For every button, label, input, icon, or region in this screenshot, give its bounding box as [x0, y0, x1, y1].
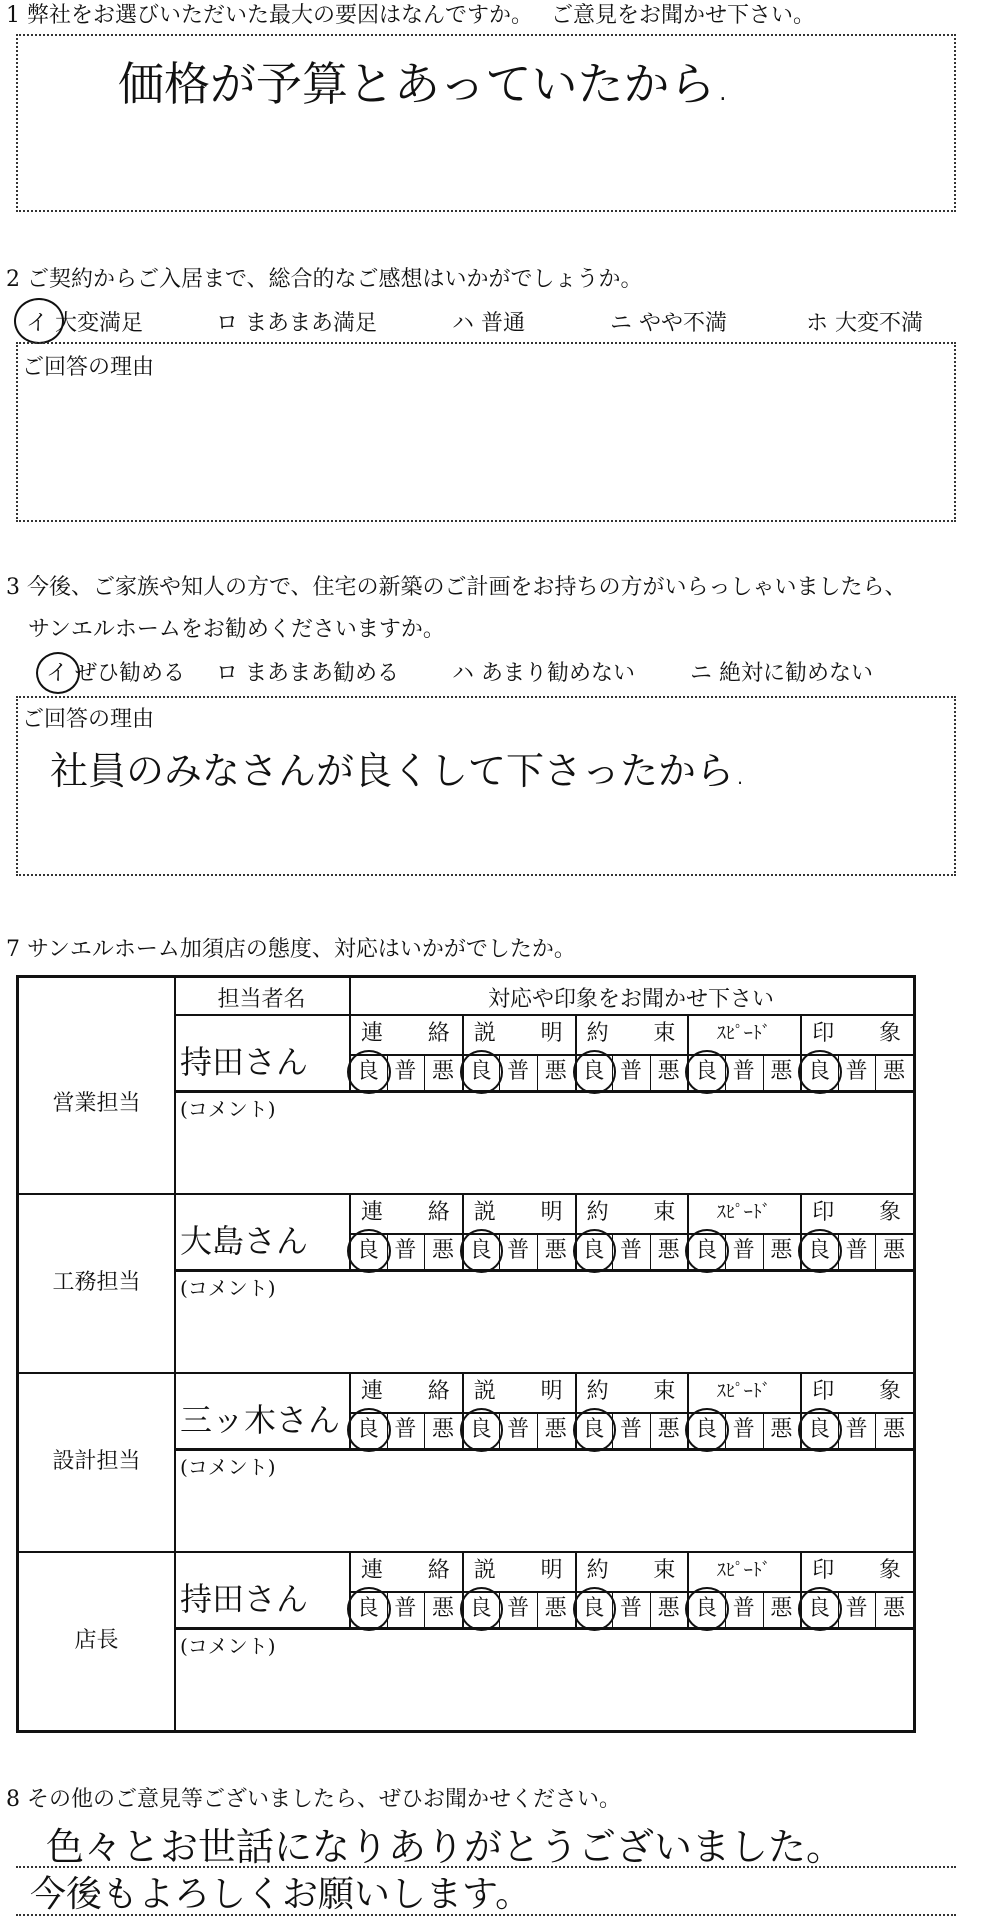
q2-option-5[interactable]: ホ 大変不満	[806, 311, 923, 336]
q8-answer-line2: 今後もよろしくお願いします。	[30, 1874, 532, 1915]
criterion-label: ｽﾋﾟｰﾄﾞ	[716, 1560, 771, 1581]
grades-bottom-rule	[174, 1448, 913, 1451]
grade-option-良[interactable]: 良	[356, 1059, 379, 1084]
grade-selected-circle	[347, 1587, 391, 1631]
grade-option-悪[interactable]: 悪	[544, 1238, 567, 1263]
grade-option-良[interactable]: 良	[469, 1596, 492, 1621]
q3-option-4[interactable]: ニ 絶対に勧めない	[690, 661, 873, 686]
criterion-char-a: 印	[812, 1021, 835, 1046]
q7-title: 7 サンエルホーム加須店の態度、対応はいかがでしたか。	[6, 937, 576, 962]
grade-option-良[interactable]: 良	[469, 1417, 492, 1442]
header-divider	[349, 978, 351, 1014]
grade-selected-circle	[685, 1587, 729, 1631]
grade-option-悪[interactable]: 悪	[431, 1238, 454, 1263]
q8-title: 8 その他のご意見等ございましたら、ぜひお聞かせください。	[6, 1787, 621, 1812]
criterion-char-a: 連	[361, 1021, 384, 1046]
q1-answer-text: 価格が予算とあっていたから.	[118, 57, 731, 111]
grade-option-良[interactable]: 良	[695, 1417, 718, 1442]
grade-option-良[interactable]: 良	[469, 1059, 492, 1084]
grade-option-良[interactable]: 良	[582, 1059, 605, 1084]
criterion-char-b: 明	[540, 1021, 563, 1046]
grade-selected-circle	[347, 1050, 391, 1094]
q3-reason-text: 社員のみなさんが良くして下さったから.	[50, 749, 747, 793]
grade-option-普[interactable]: 普	[619, 1417, 642, 1442]
criterion-char-a: 説	[473, 1558, 496, 1583]
criterion-char-b: 絡	[427, 1200, 450, 1225]
grade-option-悪[interactable]: 悪	[770, 1417, 793, 1442]
role-label: 営業担当	[52, 1091, 141, 1116]
criterion-char-a: 連	[361, 1379, 384, 1404]
q2-option-1[interactable]: イ 大変満足	[26, 311, 143, 336]
criterion-label: ｽﾋﾟｰﾄﾞ	[716, 1202, 771, 1223]
grade-option-普[interactable]: 普	[394, 1417, 417, 1442]
q1-title: 1 弊社をお選びいただいた最大の要因はなんですか。 ご意見をお聞かせ下さい。	[6, 3, 815, 28]
grade-option-普[interactable]: 普	[619, 1059, 642, 1084]
grade-option-悪[interactable]: 悪	[431, 1596, 454, 1621]
grade-selected-circle	[798, 1587, 842, 1631]
criterion-char-b: 象	[878, 1200, 901, 1225]
grade-selected-circle	[573, 1229, 617, 1273]
grade-option-悪[interactable]: 悪	[657, 1596, 680, 1621]
grade-option-良[interactable]: 良	[807, 1059, 830, 1084]
q2-options	[6, 310, 966, 340]
q3-title-line1: 3 今後、ご家族や知人の方で、住宅の新築のご計画をお持ちの方がいらっしゃいましたら、	[6, 575, 907, 600]
grade-option-普[interactable]: 普	[732, 1059, 755, 1084]
grade-selected-circle	[460, 1587, 504, 1631]
criterion-char-a: 約	[586, 1200, 609, 1225]
q3-reason-label: ご回答の理由	[22, 707, 155, 732]
q8-answer-line1: 色々とお世話になりありがとうございました。	[46, 1825, 845, 1869]
grade-option-悪[interactable]: 悪	[770, 1059, 793, 1084]
q2-option-3[interactable]: ハ 普通	[452, 311, 525, 336]
q2-reason-box[interactable]	[16, 342, 956, 522]
header-eval: 対応や印象をお聞かせ下さい	[487, 987, 774, 1012]
person-name: 持田さん	[180, 1043, 309, 1081]
q2-option-4[interactable]: ニ やや不満	[610, 311, 727, 336]
criterion-char-b: 絡	[427, 1021, 450, 1046]
grade-selected-circle	[573, 1050, 617, 1094]
criterion-char-b: 絡	[427, 1558, 450, 1583]
grade-selected-circle	[573, 1408, 617, 1452]
grades-bottom-rule	[174, 1627, 913, 1630]
grade-option-良[interactable]: 良	[582, 1417, 605, 1442]
grade-option-普[interactable]: 普	[845, 1417, 868, 1442]
person-name: 三ッ木さん	[180, 1401, 341, 1439]
grade-option-悪[interactable]: 悪	[657, 1417, 680, 1442]
grade-selected-circle	[460, 1408, 504, 1452]
q2-title: 2 ご契約からご入居まで、総合的なご感想はいかがでしょうか。	[6, 267, 643, 292]
person-name: 持田さん	[180, 1580, 309, 1618]
criterion-char-b: 束	[653, 1379, 676, 1404]
role-label: 工務担当	[52, 1270, 141, 1295]
grade-selected-circle	[798, 1229, 842, 1273]
q3-selection-circle	[36, 652, 80, 694]
comment-label: (コメント)	[180, 1455, 276, 1479]
grade-option-悪[interactable]: 悪	[770, 1596, 793, 1621]
criterion-char-a: 印	[812, 1558, 835, 1583]
criterion-char-b: 明	[540, 1379, 563, 1404]
criterion-char-a: 印	[812, 1200, 835, 1225]
grade-selected-circle	[460, 1050, 504, 1094]
grade-selected-circle	[798, 1408, 842, 1452]
grade-option-普[interactable]: 普	[507, 1417, 530, 1442]
criterion-char-b: 束	[653, 1558, 676, 1583]
grade-option-良[interactable]: 良	[356, 1596, 379, 1621]
grade-option-悪[interactable]: 悪	[431, 1059, 454, 1084]
grade-option-普[interactable]: 普	[507, 1238, 530, 1263]
grade-option-良[interactable]: 良	[807, 1417, 830, 1442]
grade-option-普[interactable]: 普	[394, 1059, 417, 1084]
q8-line2-rule	[16, 1914, 956, 1916]
grade-option-普[interactable]: 普	[845, 1238, 868, 1263]
grade-option-良[interactable]: 良	[469, 1238, 492, 1263]
criterion-char-a: 説	[473, 1379, 496, 1404]
grade-option-良[interactable]: 良	[356, 1238, 379, 1263]
grade-selected-circle	[685, 1408, 729, 1452]
grade-option-良[interactable]: 良	[695, 1238, 718, 1263]
criterion-char-b: 象	[878, 1379, 901, 1404]
criterion-char-a: 約	[586, 1379, 609, 1404]
grade-option-普[interactable]: 普	[394, 1596, 417, 1621]
criterion-char-a: 説	[473, 1200, 496, 1225]
comment-label: (コメント)	[180, 1634, 276, 1658]
grade-selected-circle	[460, 1229, 504, 1273]
grade-option-悪[interactable]: 悪	[544, 1596, 567, 1621]
criterion-char-a: 説	[473, 1021, 496, 1046]
criterion-label: ｽﾋﾟｰﾄﾞ	[716, 1381, 771, 1402]
evaluation-table	[16, 975, 916, 1733]
grade-option-良[interactable]: 良	[582, 1238, 605, 1263]
grade-selected-circle	[798, 1050, 842, 1094]
grade-option-悪[interactable]: 悪	[883, 1596, 906, 1621]
criterion-char-b: 象	[878, 1021, 901, 1046]
grade-option-良[interactable]: 良	[582, 1596, 605, 1621]
grades-bottom-rule	[174, 1090, 913, 1093]
grade-option-悪[interactable]: 悪	[883, 1417, 906, 1442]
grade-option-普[interactable]: 普	[507, 1059, 530, 1084]
grade-option-普[interactable]: 普	[619, 1596, 642, 1621]
grade-option-悪[interactable]: 悪	[883, 1059, 906, 1084]
q2-reason-label: ご回答の理由	[22, 355, 155, 380]
role-label: 店長	[74, 1628, 119, 1653]
grade-option-良[interactable]: 良	[695, 1059, 718, 1084]
grade-selected-circle	[347, 1408, 391, 1452]
role-label: 設計担当	[52, 1449, 141, 1474]
grade-option-普[interactable]: 普	[845, 1596, 868, 1621]
criterion-char-b: 明	[540, 1200, 563, 1225]
q2-selection-circle	[14, 298, 64, 344]
grade-option-普[interactable]: 普	[507, 1596, 530, 1621]
grade-option-悪[interactable]: 悪	[544, 1059, 567, 1084]
comment-label: (コメント)	[180, 1097, 276, 1121]
grade-option-良[interactable]: 良	[695, 1596, 718, 1621]
grade-option-悪[interactable]: 悪	[431, 1417, 454, 1442]
grade-option-普[interactable]: 普	[619, 1238, 642, 1263]
grade-option-良[interactable]: 良	[807, 1238, 830, 1263]
header-person: 担当者名	[217, 987, 306, 1012]
grade-option-良[interactable]: 良	[807, 1596, 830, 1621]
grade-option-悪[interactable]: 悪	[544, 1417, 567, 1442]
q3-option-2[interactable]: ロ まあまあ勧める	[216, 661, 399, 686]
grade-option-普[interactable]: 普	[394, 1238, 417, 1263]
person-name: 大島さん	[180, 1222, 309, 1260]
criterion-char-a: 印	[812, 1379, 835, 1404]
grade-selected-circle	[685, 1229, 729, 1273]
grade-selected-circle	[347, 1229, 391, 1273]
criterion-char-b: 絡	[427, 1379, 450, 1404]
q3-options	[6, 660, 966, 690]
criterion-char-a: 連	[361, 1558, 384, 1583]
criterion-char-b: 束	[653, 1200, 676, 1225]
criterion-char-a: 連	[361, 1200, 384, 1225]
grades-bottom-rule	[174, 1269, 913, 1272]
criterion-char-b: 束	[653, 1021, 676, 1046]
grade-option-悪[interactable]: 悪	[657, 1059, 680, 1084]
grade-option-悪[interactable]: 悪	[657, 1238, 680, 1263]
grade-option-悪[interactable]: 悪	[883, 1238, 906, 1263]
comment-label: (コメント)	[180, 1276, 276, 1300]
grade-option-普[interactable]: 普	[732, 1596, 755, 1621]
criterion-char-b: 明	[540, 1558, 563, 1583]
criterion-char-a: 約	[586, 1021, 609, 1046]
q3-option-3[interactable]: ハ あまり勧めない	[452, 661, 635, 686]
grade-option-普[interactable]: 普	[732, 1417, 755, 1442]
grade-option-良[interactable]: 良	[356, 1417, 379, 1442]
criterion-char-b: 象	[878, 1558, 901, 1583]
q3-title-line2: サンエルホームをお勧めくださいますか。	[28, 617, 445, 642]
criterion-label: ｽﾋﾟｰﾄﾞ	[716, 1023, 771, 1044]
grade-selected-circle	[685, 1050, 729, 1094]
grade-option-普[interactable]: 普	[845, 1059, 868, 1084]
q3-option-1[interactable]: イ ぜひ勧める	[46, 661, 185, 686]
grade-selected-circle	[573, 1587, 617, 1631]
grade-option-普[interactable]: 普	[732, 1238, 755, 1263]
q2-option-2[interactable]: ロ まあまあ満足	[216, 311, 377, 336]
criterion-char-a: 約	[586, 1558, 609, 1583]
grade-option-悪[interactable]: 悪	[770, 1238, 793, 1263]
